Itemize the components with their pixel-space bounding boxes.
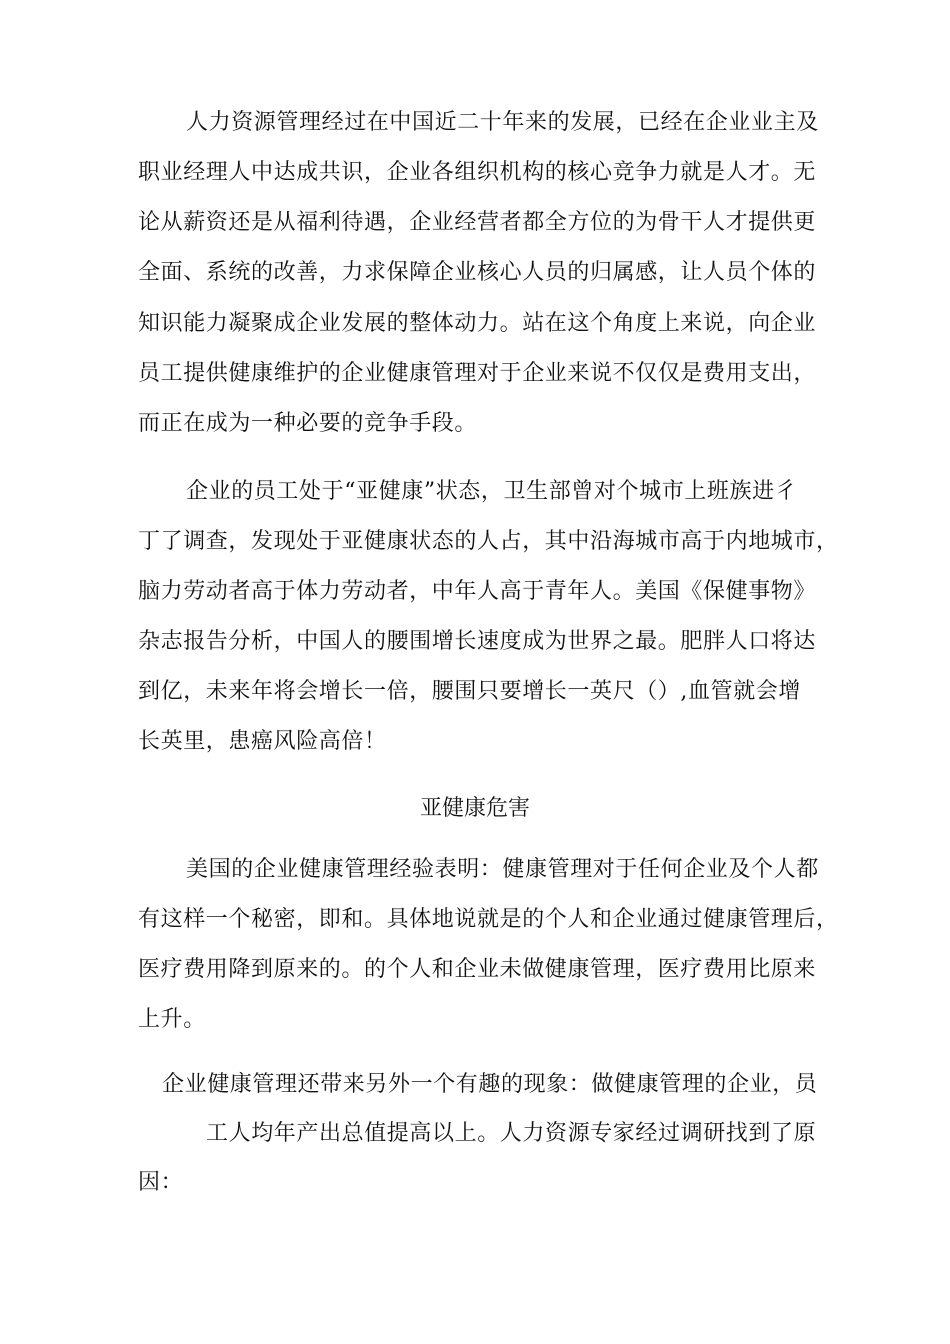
paragraph-2-line-6: 长英里，患癌风险高倍！ <box>138 729 387 754</box>
paragraph-4-line-2: 工人均年产出总值提高以上。人力资源专家经过调研找到了原 <box>206 1121 817 1146</box>
paragraph-2-line-3: 脑力劳动者高于体力劳动者，中年人高于青年人。美国《保健事物》 <box>138 579 817 604</box>
paragraph-1-line-1: 人力资源管理经过在中国近二十年来的发展，已经在企业业主及 <box>186 110 819 135</box>
paragraph-2-line-5: 到亿，未来年将会增长一倍，腰围只要增长一英尺（）,血管就会增 <box>138 679 801 704</box>
paragraph-1-line-7: 而正在成为一种必要的竞争手段。 <box>138 411 478 436</box>
section-heading: 亚健康危害 <box>419 796 530 821</box>
paragraph-4-line-1: 企业健康管理还带来另外一个有趣的现象：做健康管理的企业，员 <box>162 1072 818 1097</box>
paragraph-1-line-2: 职业经理人中达成共识，企业各组织机构的核心竞争力就是人才。无 <box>138 160 817 185</box>
paragraph-2-line-4: 杂志报告分析，中国人的腰围增长速度成为世界之最。肥胖人口将达 <box>138 629 817 654</box>
paragraph-3-line-2: 有这样一个秘密，即和。具体地说就是的个人和企业通过健康管理后， <box>138 907 839 932</box>
paragraph-2-line-2: 丁了调查，发现处于亚健康状态的人占，其中沿海城市高于内地城市， <box>138 529 839 554</box>
paragraph-4-line-3: 因： <box>138 1170 184 1195</box>
paragraph-2-line-1: 企业的员工处于“亚健康”状态，卫生部曾对个城市上班族进彳 <box>186 479 798 504</box>
paragraph-3-line-1: 美国的企业健康管理经验表明：健康管理对于任何企业及个人都 <box>186 857 819 882</box>
paragraph-3-line-3: 医疗费用降到原来的。的个人和企业未做健康管理，医疗费用比原来 <box>138 957 817 982</box>
paragraph-1-line-3: 论从薪资还是从福利待遇，企业经营者都全方位的为骨干人才提供更 <box>138 210 817 235</box>
paragraph-1-line-6: 员工提供健康维护的企业健康管理对于企业来说不仅仅是费用支出， <box>138 361 817 386</box>
paragraph-3-line-4: 上升。 <box>138 1007 206 1032</box>
paragraph-1-line-4: 全面、系统的改善，力求保障企业核心人员的归属感，让人员个体的 <box>138 260 817 285</box>
paragraph-1-line-5: 知识能力凝聚成企业发展的整体动力。站在这个角度上来说，向企业 <box>138 311 817 336</box>
